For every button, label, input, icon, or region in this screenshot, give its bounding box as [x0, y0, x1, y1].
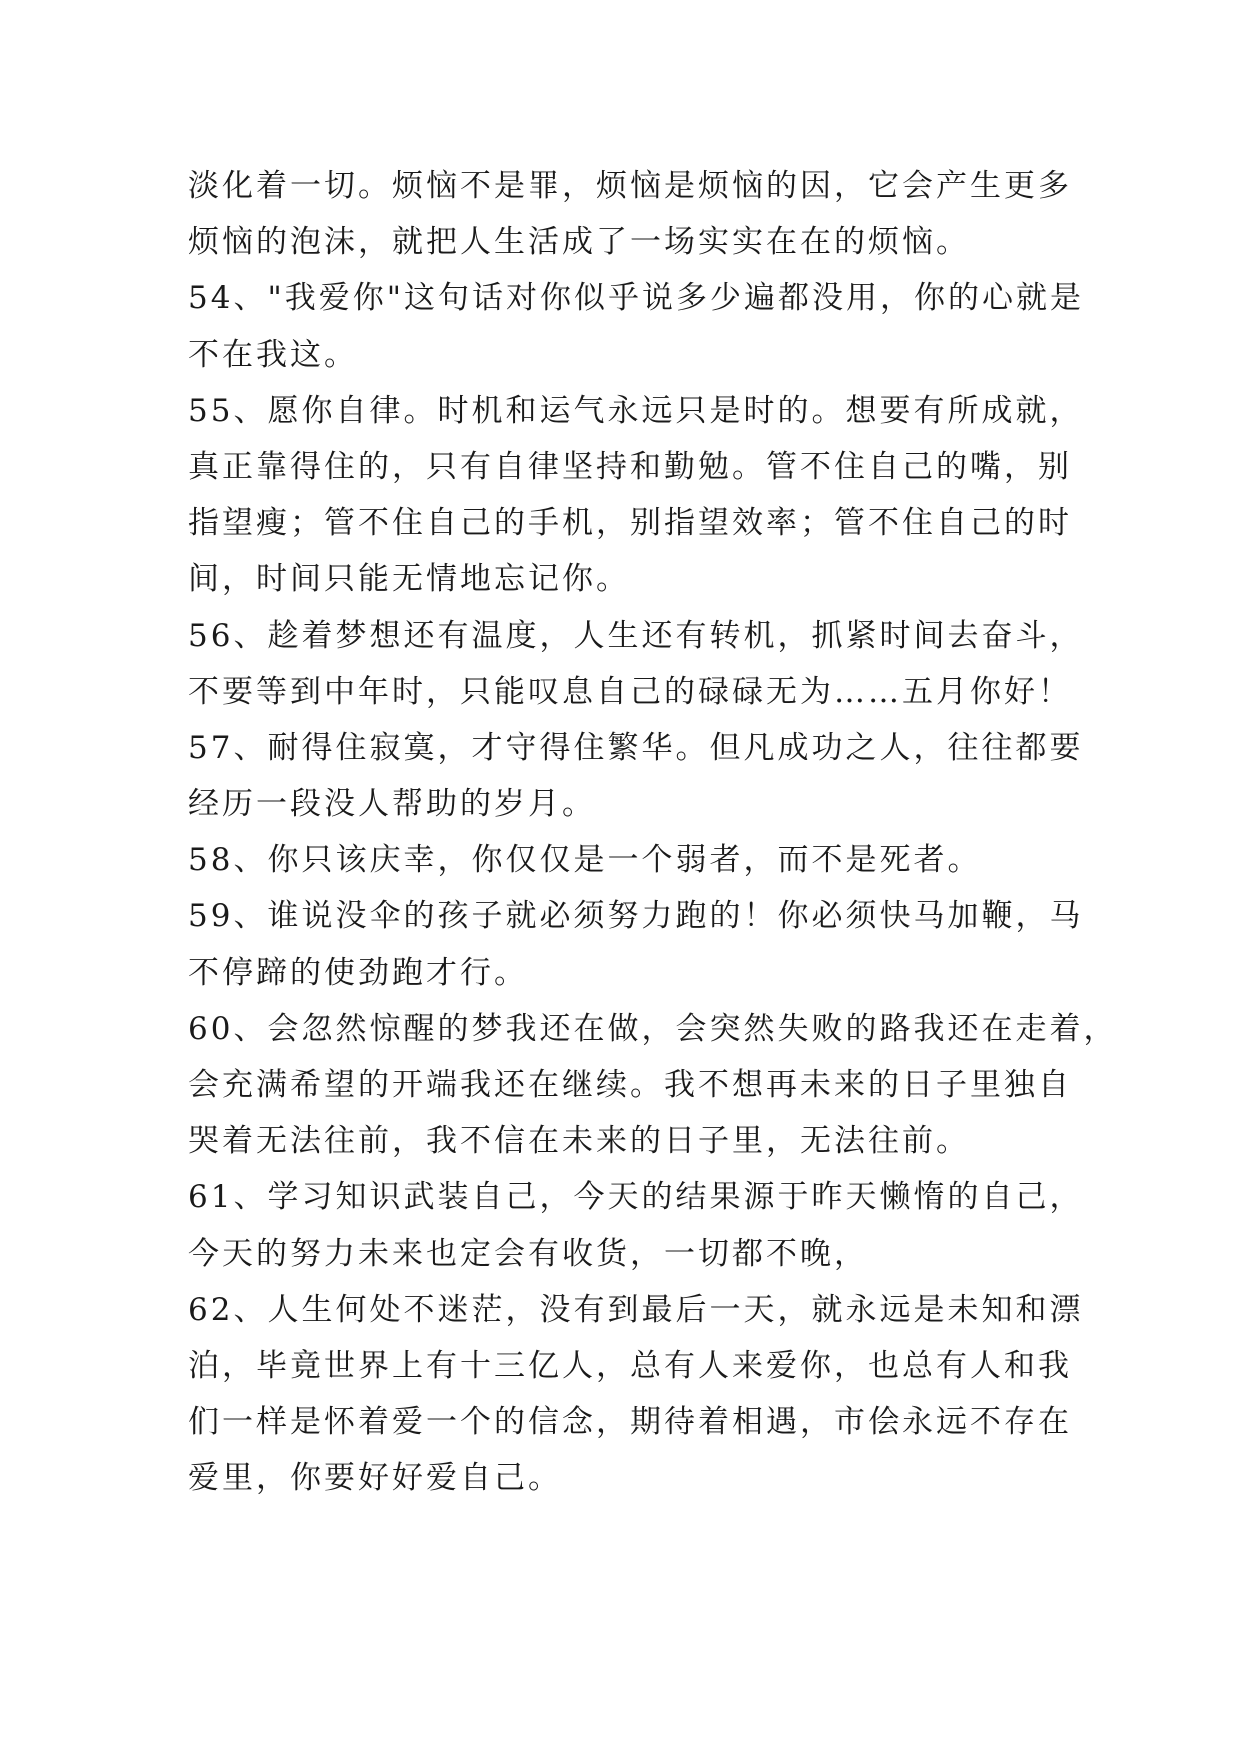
text-line: 54、"我爱你"这句话对你似乎说多少遍都没用，你的心就是	[188, 280, 1084, 317]
text-line: 61、学习知识武装自己，今天的结果源于昨天懒惰的自己，	[188, 1179, 1084, 1216]
text-line: 淡化着一切。烦恼不是罪，烦恼是烦恼的因，它会产生更多	[188, 168, 1072, 204]
text-line: 不停蹄的使劲跑才行。	[188, 954, 528, 991]
text-line: 今天的努力未来也定会有收货，一切都不晚，	[188, 1235, 868, 1272]
text-line: 60、会忽然惊醒的梦我还在做，会突然失败的路我还在走着，	[188, 1010, 1118, 1047]
text-line: 59、谁说没伞的孩子就必须努力跑的！你必须快马加鞭，马	[188, 898, 1084, 935]
text-line: 会充满希望的开端我还在继续。我不想再未来的日子里独自	[188, 1067, 1072, 1103]
text-line: 58、你只该庆幸，你仅仅是一个弱者，而不是死者。	[188, 842, 982, 879]
text-line: 62、人生何处不迷茫，没有到最后一天，就永远是未知和漂	[188, 1291, 1084, 1328]
text-line: 经历一段没人帮助的岁月。	[188, 786, 596, 823]
body-text	[188, 158, 1118, 1507]
text-line: 指望瘦；管不住自己的手机，别指望效率；管不住自己的时	[188, 505, 1072, 542]
text-line: 烦恼的泡沫，就把人生活成了一场实实在在的烦恼。	[188, 224, 970, 261]
text-line: 哭着无法往前，我不信在未来的日子里，无法往前。	[188, 1123, 970, 1160]
text-line: 56、趁着梦想还有温度，人生还有转机，抓紧时间去奋斗，	[188, 617, 1084, 654]
text-line: 真正靠得住的，只有自律坚持和勤勉。管不住自己的嘴，别	[188, 448, 1072, 485]
text-line: 不在我这。	[188, 336, 358, 373]
text-line: 泊，毕竟世界上有十三亿人，总有人来爱你，也总有人和我	[188, 1347, 1072, 1384]
text-line: 不要等到中年时，只能叹息自己的碌碌无为……五月你好！	[188, 673, 1072, 710]
text-line: 55、愿你自律。时机和运气永远只是时的。想要有所成就，	[188, 392, 1084, 429]
text-line: 们一样是怀着爱一个的信念，期待着相遇，市侩永远不存在	[188, 1404, 1072, 1441]
text-line: 爱里，你要好好爱自己。	[188, 1460, 562, 1497]
text-line: 57、耐得住寂寞，才守得住繁华。但凡成功之人，往往都要	[188, 729, 1084, 766]
text-line: 间，时间只能无情地忘记你。	[188, 561, 630, 598]
